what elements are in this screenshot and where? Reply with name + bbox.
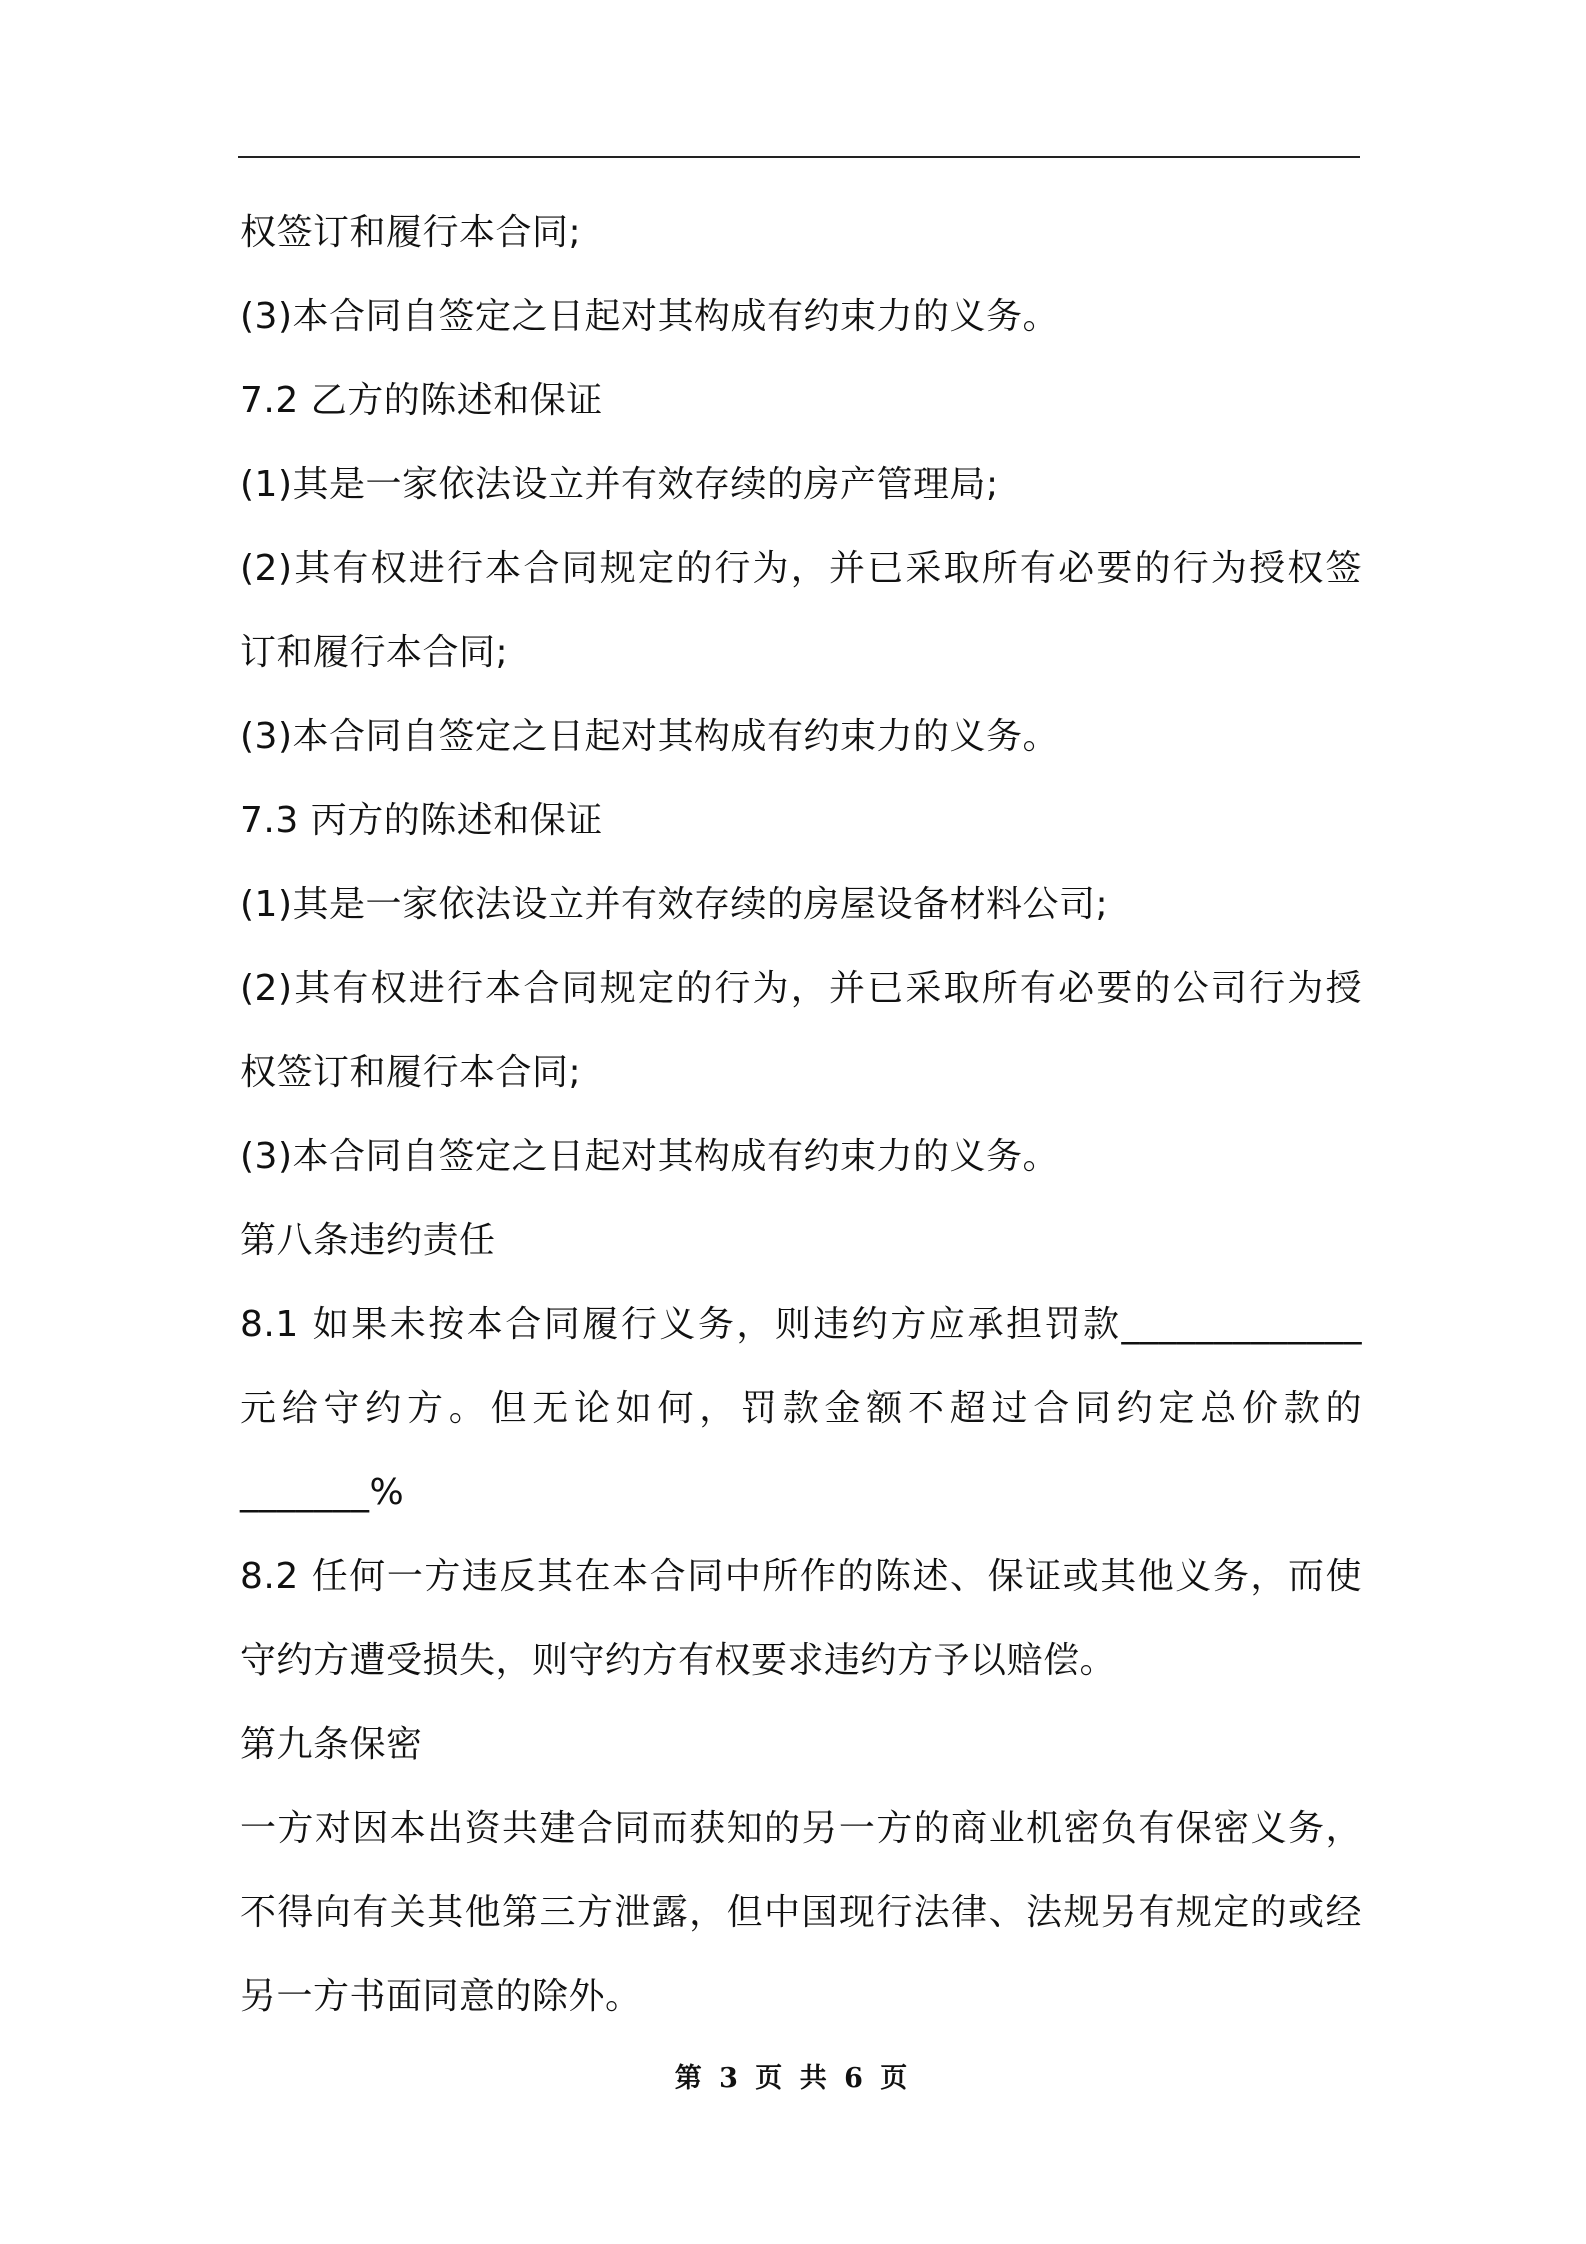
article-heading: 第八条违约责任 (240, 1220, 496, 1261)
text-line: _______% (240, 1472, 405, 1513)
text-line: (1)其是一家依法设立并有效存续的房产管理局; (240, 464, 999, 505)
document-body (240, 198, 1362, 2046)
text-line: (3)本合同自签定之日起对其构成有约束力的义务。 (240, 1136, 1059, 1177)
text-line: 权签订和履行本合同; (240, 212, 582, 253)
text-line: 8.1 如果未按本合同履行义务，则违约方应承担罚款_____________ (240, 1304, 1362, 1345)
text-line: 另一方书面同意的除外。 (240, 1976, 642, 2017)
text-line: (1)其是一家依法设立并有效存续的房屋设备材料公司; (240, 884, 1109, 925)
text-line: (3)本合同自签定之日起对其构成有约束力的义务。 (240, 716, 1059, 757)
text-line: (2)其有权进行本合同规定的行为，并已采取所有必要的公司行为授 (240, 968, 1362, 1009)
text-line: 一方对因本出资共建合同而获知的另一方的商业机密负有保密义务， (240, 1808, 1362, 1849)
text-line: (2)其有权进行本合同规定的行为，并已采取所有必要的行为授权签 (240, 548, 1362, 589)
section-heading: 7.2 乙方的陈述和保证 (240, 380, 603, 421)
text-line: 守约方遭受损失，则守约方有权要求违约方予以赔偿。 (240, 1640, 1117, 1681)
text-line: (3)本合同自签定之日起对其构成有约束力的义务。 (240, 296, 1059, 337)
text-line: 8.2 任何一方违反其在本合同中所作的陈述、保证或其他义务，而使 (240, 1556, 1362, 1597)
section-heading: 7.3 丙方的陈述和保证 (240, 800, 603, 841)
text-line: 权签订和履行本合同; (240, 1052, 582, 1093)
header-rule (238, 156, 1360, 158)
page-number-footer: 第 3 页 共 6 页 (674, 2063, 912, 2094)
text-line: 元给守约方。但无论如何，罚款金额不超过合同约定总价款的 (240, 1388, 1362, 1429)
text-line: 订和履行本合同; (240, 632, 509, 673)
article-heading: 第九条保密 (240, 1724, 423, 1765)
text-line: 不得向有关其他第三方泄露，但中国现行法律、法规另有规定的或经 (240, 1892, 1362, 1933)
